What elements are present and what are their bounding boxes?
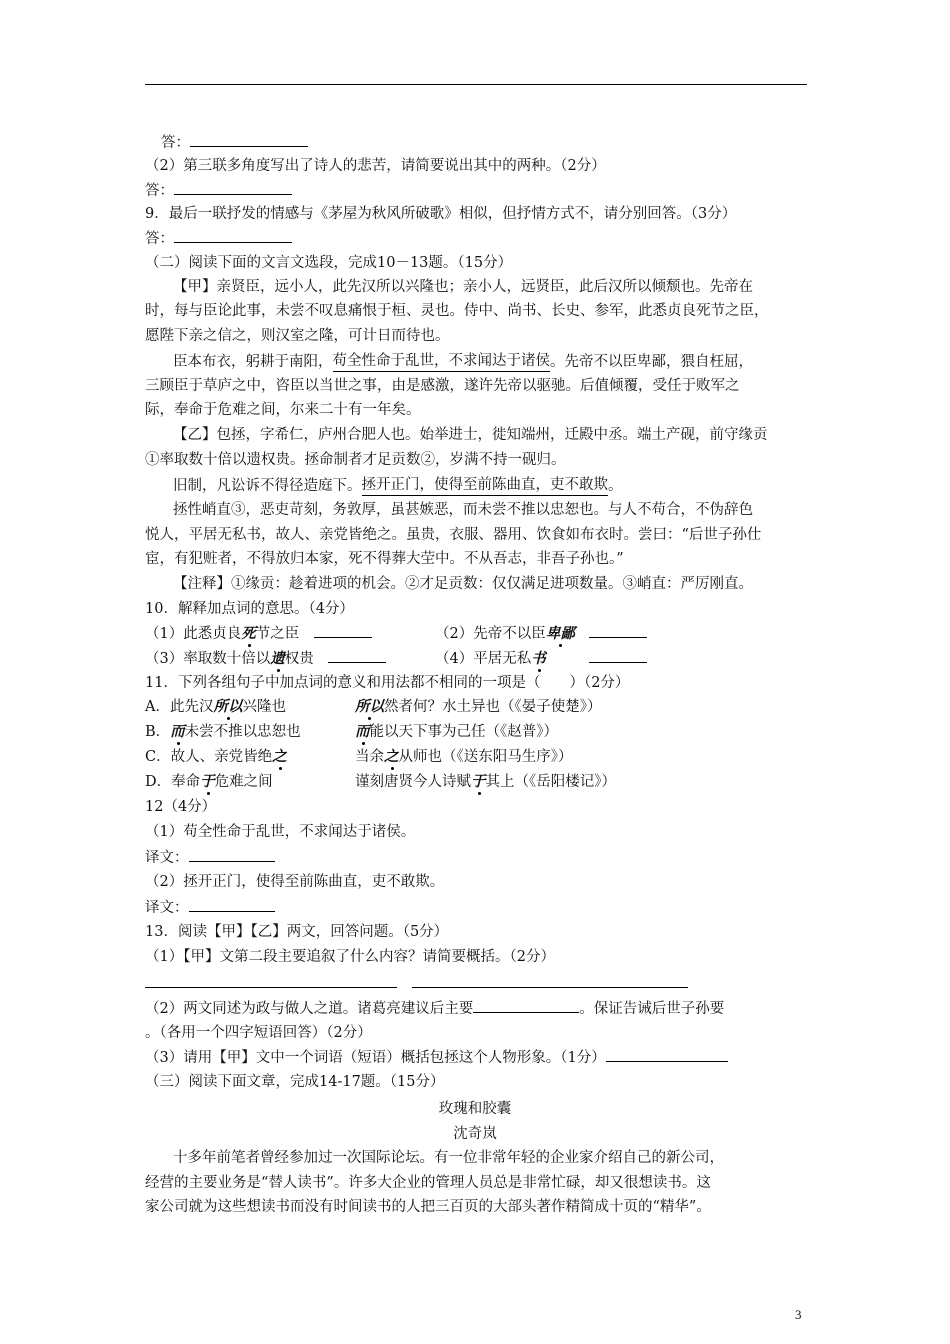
question-13-3: （3）请用【甲】文中一个词语（短语）概括包拯这个人物形象。（1分）: [145, 1047, 728, 1068]
answer-blank[interactable]: [314, 623, 372, 638]
header-rule: [145, 84, 807, 85]
jia-paragraph-1-line: 愿陛下亲之信之，则汉室之隆，可计日而待也。: [145, 328, 450, 344]
question-12-2: （2）拯开正门，使得至前陈曲直，吏不敢欺。: [145, 874, 445, 890]
answer-blank[interactable]: [412, 987, 688, 988]
question-13-2: （2）两文同述为政与做人之道。诸葛亮建议后主要 。保证告诫后世子孙要: [145, 998, 724, 1019]
answer-blank[interactable]: [606, 1047, 728, 1062]
option-a-right: 所以然者何？水土异也（《晏子使楚》）: [355, 698, 602, 715]
option-b-right: 而能以天下事为己任（《赵普》）: [355, 723, 558, 740]
question-12: 12（4分）: [145, 799, 217, 815]
answer-blank[interactable]: [189, 897, 275, 912]
yi-paragraph-3-line: 拯性峭直③，恶吏苛刻，务敦厚，虽甚嫉恶，而未尝不推以忠恕也。与人不苟合，不伪辞色: [173, 502, 753, 518]
jia-paragraph-2-line: 三顾臣于草庐之中，咨臣以当世之事，由是感激，遂许先帝以驱驰。后值倾覆，受任于败军之: [145, 378, 740, 394]
jia-paragraph-1-line: 【甲】亲贤臣，远小人，此先汉所以兴隆也；亲小人，远贤臣，此后汉所以倾颓也。先帝在: [173, 279, 753, 295]
section-2-title: （二）阅读下面的文言文选段，完成10－13题。（15分）: [145, 255, 513, 271]
question-13-2-cont: 。（各用一个四字短语回答）（2分）: [145, 1025, 372, 1041]
option-d-right: 谨刻唐贤今人诗赋于其上（《岳阳楼记》）: [355, 773, 616, 790]
page-number: 3: [795, 1307, 802, 1322]
jia-paragraph-1-line: 时，每与臣论此事，未尝不叹息痛恨于桓、灵也。侍中、尚书、长史、参军，此悉贞良死节之臣，: [145, 303, 769, 319]
article-paragraph-line: 十多年前笔者曾经参加过一次国际论坛。有一位非常年轻的企业家介绍自己的新公司，: [173, 1150, 724, 1166]
answer-blank[interactable]: [190, 132, 308, 147]
notes: 【注释】①缘贡：趁着进项的机会。②才足贡数：仅仅满足进项数量。③峭直：严厉刚直。: [173, 576, 753, 592]
answer-blank[interactable]: [189, 847, 275, 862]
yi-paragraph-3-line: 宦，有犯赃者，不得放归本家，死不得葬大茔中。不从吾志，非吾子孙也。”: [145, 551, 624, 567]
question-8-2: （2）第三联多角度写出了诗人的悲苦，请简要说出其中的两种。（2分）: [145, 158, 606, 174]
answer-line: 答：: [145, 228, 292, 249]
jia-paragraph-2-line: 臣本布衣，躬耕于南阳，苟全性命于乱世，不求闻达于诸侯。先帝不以臣卑鄙，猥自枉屈，: [173, 353, 753, 370]
yi-paragraph-1-line: 【乙】包拯，字希仁，庐州合肥人也。始举进士，徙知端州，迁殿中丞。端土产砚，前守缘贡: [173, 427, 768, 443]
question-13: 13．阅读【甲】【乙】两文，回答问题。（5分）: [145, 924, 449, 940]
answer-blank[interactable]: [589, 623, 647, 638]
answer-blank[interactable]: [473, 998, 579, 1013]
underlined-sentence: 拯开正门，使得至前陈曲直，吏不敢欺: [362, 475, 609, 496]
answer-blank[interactable]: [174, 228, 292, 243]
section-3-title: （三）阅读下面文章，完成14-17题。（15分）: [145, 1074, 445, 1090]
yi-paragraph-3-line: 悦人，平居无私书，故人、亲党皆绝之。虽贵，衣服、器用、饮食如布衣时。尝曰：“后世子孙仕: [145, 527, 762, 543]
question-10-item: （3）率取数十倍以遗权贵: [145, 648, 386, 669]
article-author: 沈奇岚: [453, 1126, 497, 1142]
question-10-item: （4）平居无私书: [435, 648, 647, 669]
answer-blank[interactable]: [145, 987, 397, 988]
jia-paragraph-2-line: 际，奉命于危难之间，尔来二十有一年矣。: [145, 402, 421, 418]
underlined-sentence: 苟全性命于乱世，不求闻达于诸侯: [333, 351, 551, 372]
answer-blank[interactable]: [328, 648, 386, 663]
question-12-1: （1）苟全性命于乱世，不求闻达于诸侯。: [145, 824, 416, 840]
article-paragraph-line: 经营的主要业务是“替人读书”。许多大企业的管理人员总是非常忙碌，却又很想读书。这: [145, 1175, 711, 1191]
option-c-left: C．故人、亲党皆绝之: [145, 748, 287, 765]
question-9: 9．最后一联抒发的情感与《茅屋为秋风所破歌》相似，但抒情方式不，请分别回答。（3分）: [145, 206, 737, 222]
article-paragraph-line: 家公司就为这些想读书而没有时间读书的人把三百页的大部头著作精简成十页的“精华”。: [145, 1199, 711, 1215]
option-d-left: D．奉命于危难之间: [145, 773, 273, 790]
yi-paragraph-1-line: ①率取数十倍以遗权贵。拯命制者才足贡数②，岁满不持一砚归。: [145, 452, 566, 468]
question-10: 10．解释加点词的意思。（4分）: [145, 601, 354, 617]
option-c-right: 当余之从师也（《送东阳马生序》）: [355, 748, 573, 765]
article-title: 玫瑰和胶囊: [438, 1101, 512, 1117]
answer-blank[interactable]: [174, 180, 292, 195]
question-13-1: （1）【甲】文第二段主要追叙了什么内容？请简要概括。（2分）: [145, 949, 555, 965]
option-b-left: B．而未尝不推以忠恕也: [145, 723, 301, 740]
yi-paragraph-2-line: 旧制，凡讼诉不得径造庭下。拯开正门，使得至前陈曲直，吏不敢欺。: [173, 477, 623, 494]
answer-blank[interactable]: [589, 648, 647, 663]
option-a-left: A．此先汉所以兴隆也: [145, 698, 286, 715]
translation-line: 译文：: [145, 897, 275, 918]
question-10-item: （2）先帝不以臣卑鄙: [435, 623, 647, 644]
answer-line: 答：: [161, 132, 308, 153]
question-10-item: （1）此悉贞良死节之臣: [145, 623, 372, 644]
question-11: 11．下列各组句子中加点词的意义和用法都不相同的一项是（ ）（2分）: [145, 675, 630, 691]
answer-line: 答：: [145, 180, 292, 201]
translation-line: 译文：: [145, 847, 275, 868]
